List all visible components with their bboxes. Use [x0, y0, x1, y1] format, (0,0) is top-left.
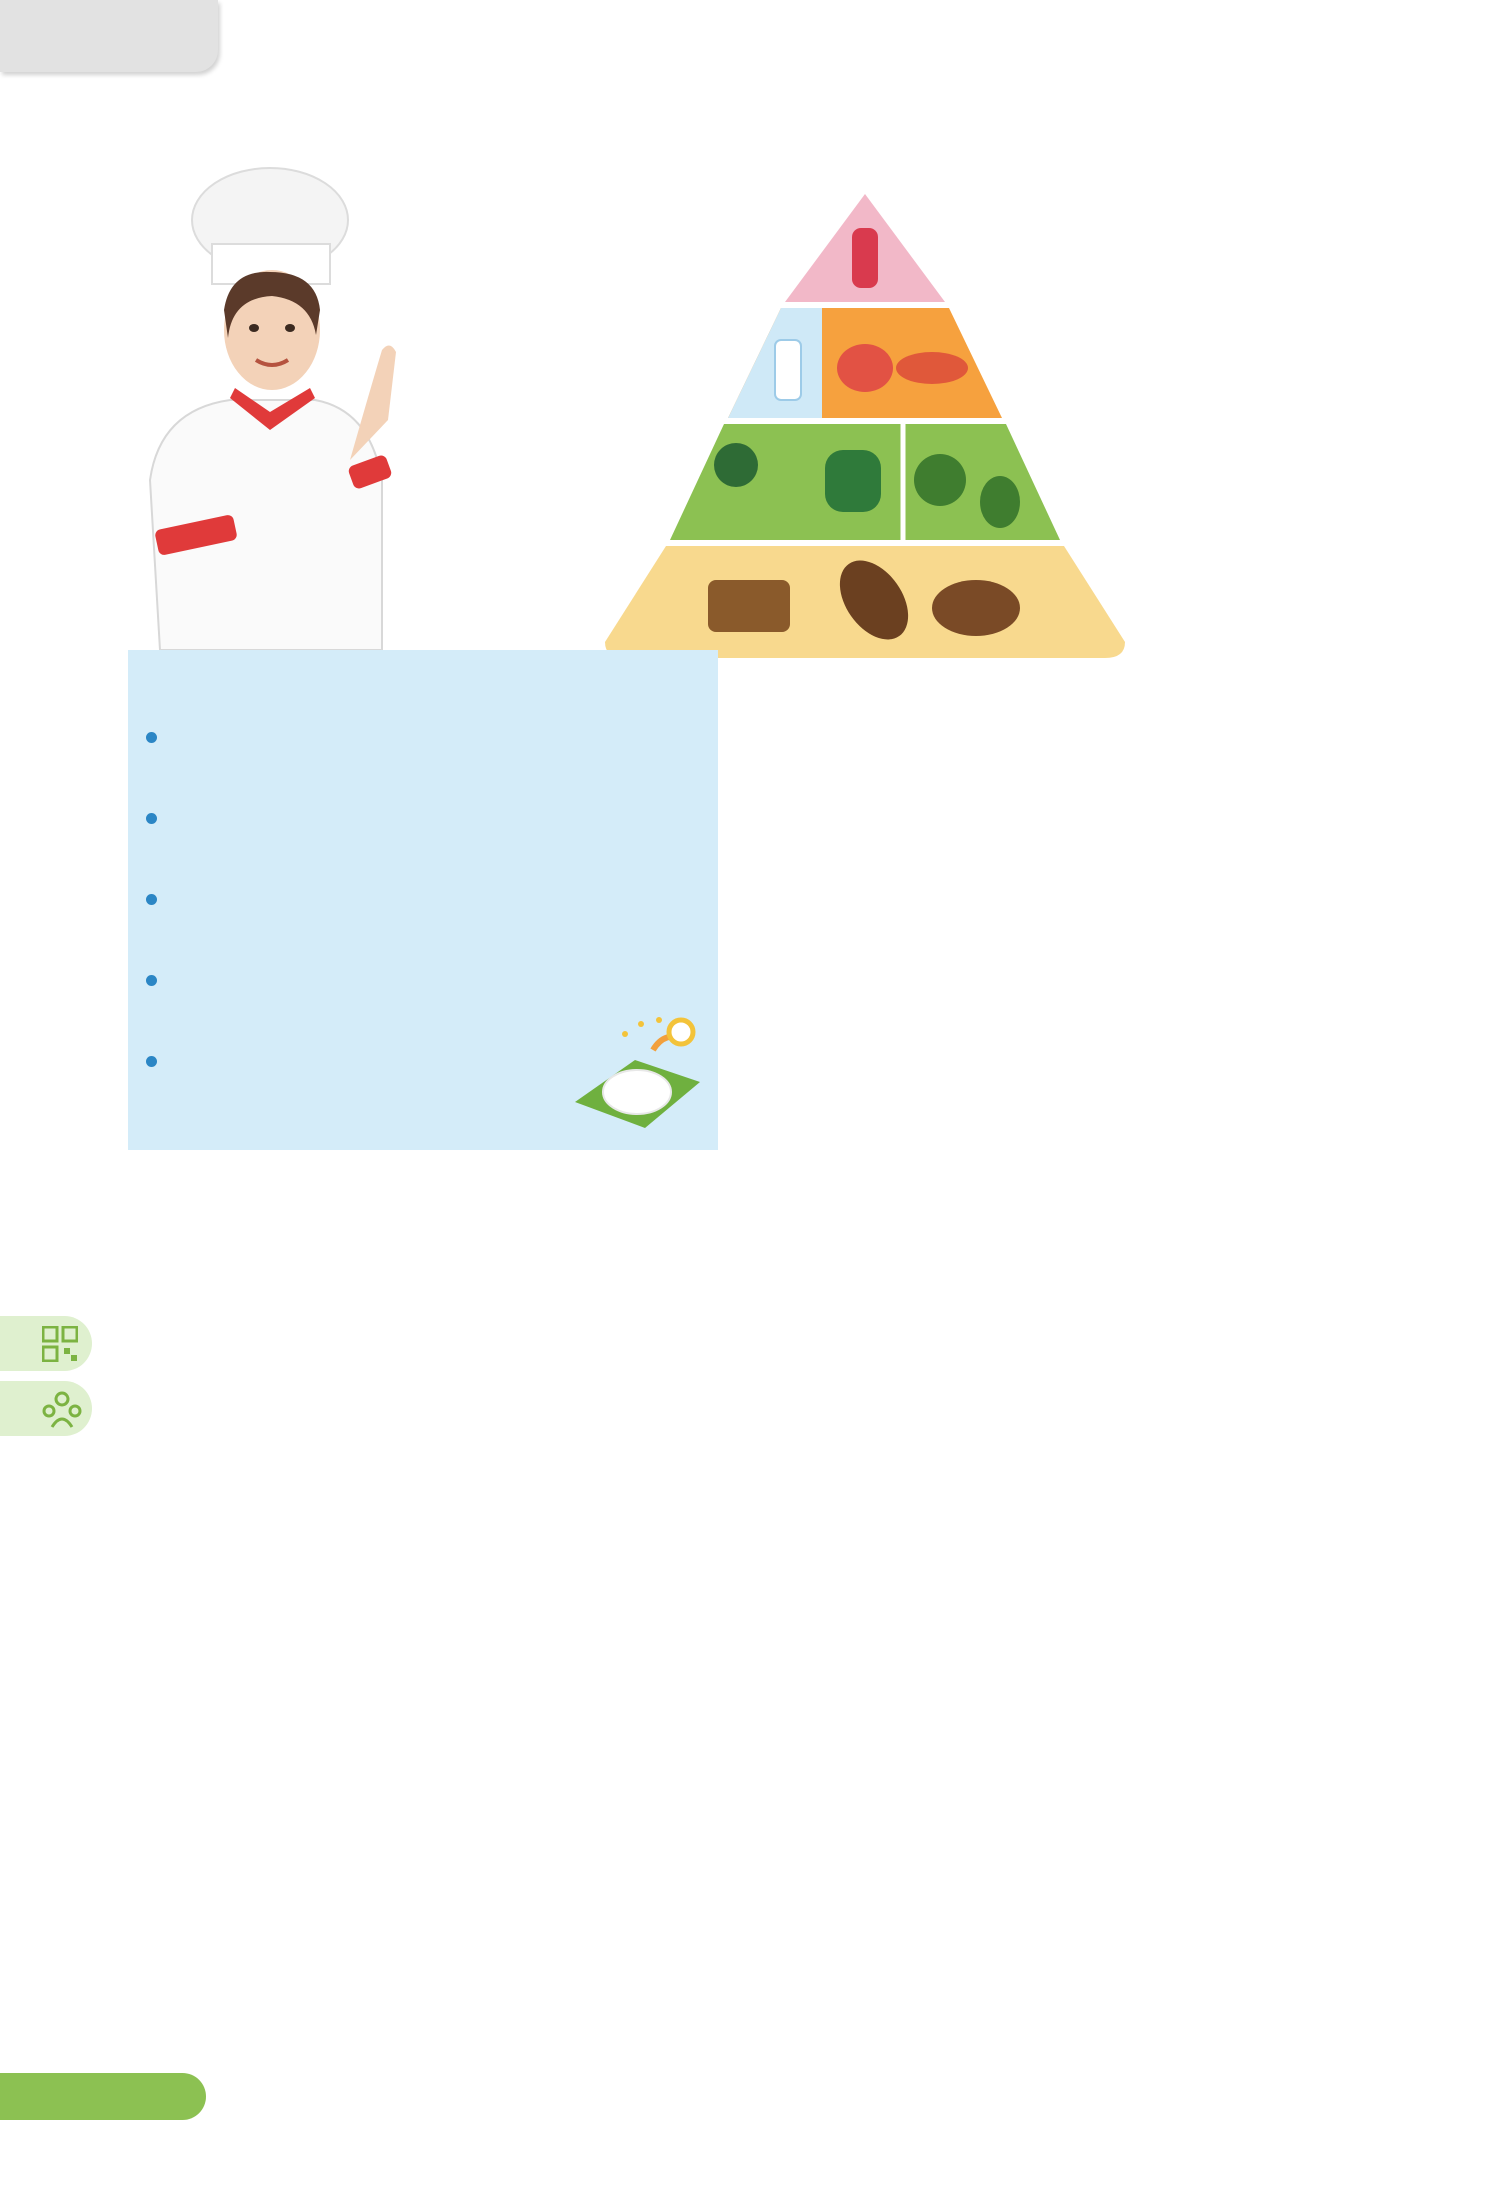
- principle-line: [128, 1801, 824, 1845]
- ration-line: [756, 909, 1370, 953]
- principle-line: [128, 1586, 778, 1630]
- grapes-icon: [914, 454, 966, 506]
- bread-icon: [932, 580, 1020, 636]
- ration-line: [756, 866, 1370, 910]
- principle-line: [128, 1887, 778, 1931]
- qr-code-button[interactable]: [0, 1316, 92, 1371]
- ration-line: [756, 780, 1370, 824]
- to-contents-button[interactable]: [0, 0, 218, 72]
- ketchup-icon: [852, 228, 878, 288]
- principle-line: [128, 1715, 778, 1759]
- qr-code-icon: [42, 1326, 78, 1362]
- fish-icon: [896, 352, 968, 384]
- bullet: [146, 975, 157, 986]
- chef-illustration: [120, 160, 420, 650]
- milk-icon: [775, 340, 801, 400]
- meat-icon: [837, 344, 893, 392]
- bullet: [146, 894, 157, 905]
- decorative-dashes-bottom: [0, 2053, 1500, 2063]
- rice-plate-illustration: [565, 1010, 705, 1135]
- principle-line: [128, 1930, 778, 1974]
- ration-line: [756, 737, 1370, 781]
- ration-line: [128, 1210, 1370, 1254]
- meal-distribution-pie: [900, 1560, 1340, 2000]
- ration-line: [756, 952, 1370, 996]
- page-number-tab: [0, 2073, 206, 2120]
- ration-line: [756, 1081, 1370, 1125]
- principle-line: [128, 1973, 778, 2017]
- group-work-button[interactable]: [0, 1381, 92, 1436]
- bullet: [146, 1056, 157, 1067]
- principle-line: [128, 1629, 778, 1673]
- pear-icon: [980, 476, 1020, 528]
- decorative-dots-top: [222, 50, 1492, 74]
- ration-line: [128, 1253, 1370, 1297]
- bullet: [146, 732, 157, 743]
- food-pyramid: [600, 190, 1130, 660]
- ration-line: [756, 1038, 1370, 1082]
- ration-line: [128, 1167, 1370, 1211]
- grain-bowl-icon: [708, 580, 790, 632]
- principle-line: [128, 1543, 778, 1587]
- ration-line: [756, 995, 1370, 1039]
- principle-line: [128, 1844, 778, 1888]
- principle-line: [128, 1672, 778, 1716]
- principle-line: [128, 1758, 778, 1802]
- bullet: [146, 813, 157, 824]
- broccoli-icon: [714, 443, 758, 487]
- ration-line: [756, 1124, 1370, 1168]
- ration-line: [756, 823, 1370, 867]
- group-work-icon: [40, 1389, 84, 1429]
- pepper-icon: [825, 450, 881, 512]
